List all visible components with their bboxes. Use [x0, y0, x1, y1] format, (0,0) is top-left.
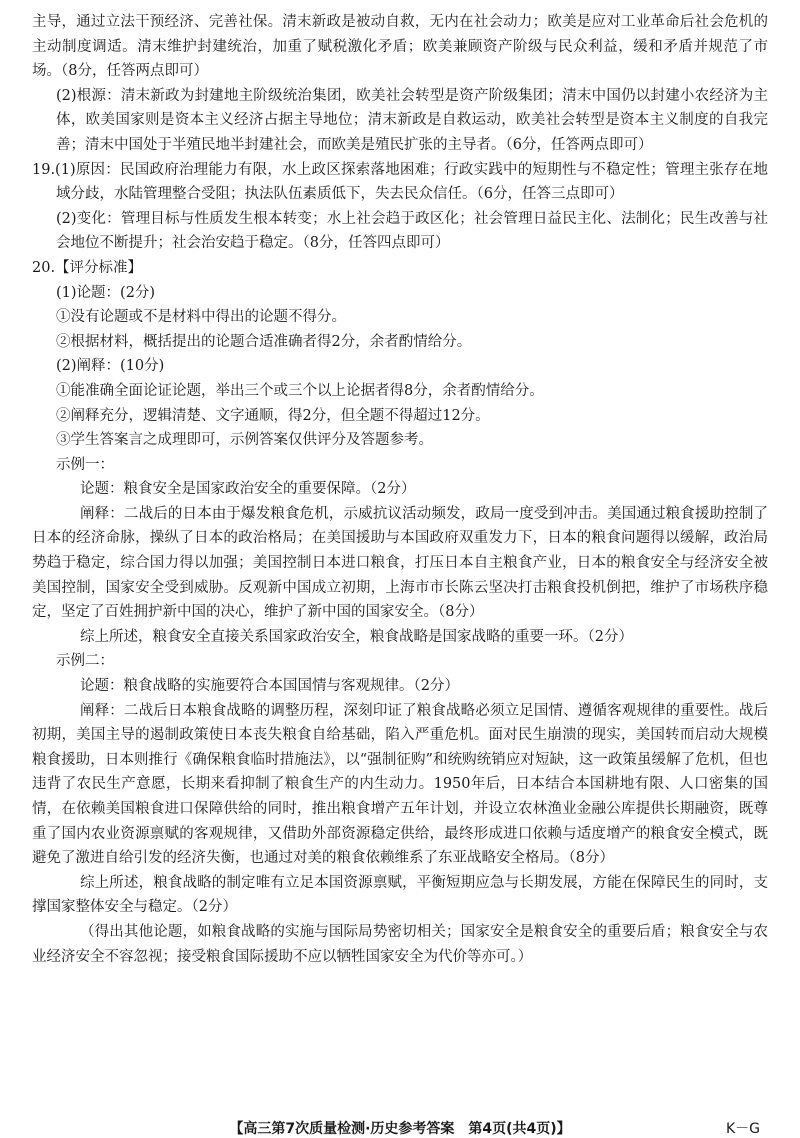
other-topics-note: （得出其他论题，如粮食战略的实施与国际局势密切相关；国家安全是粮食安全的重要后盾；粮食安全与农业经济安全不容忽视；接受粮食国际援助不应以牺牲国家安全为代价等亦可。） — [32, 923, 768, 965]
example-2-explanation: 阐释：二战后日本粮食战略的调整历程，深刻印证了粮食战略必须立足国情、遵循客观规律的重要性。战后初期，美国主导的遏制政策使日本丧失粮食自给基础，陷入严重危机。面对民生崩溃的现实，美国转而启动大规模粮食援助，日本则推行《确保粮食临时措施法》，以“强制征购”和统购统销应对短缺，这一政策虽缓解了危机，但也违背了农民生产意愿，长期来看抑制了粮食生产的内生动力。1950年后，日本结合本国耕地有限、人口密集的国情，在依赖美国粮食进口保障供给的同时，推出粮食增产五年计划，并设立农林渔业金融公库提供长期融资，既尊重了国内农业资源禀赋的客观规律，又借助外部资源稳定供给，最终形成进口依赖与适度增产的粮食安全模式，既避免了激进自给引发的经济失衡，也通过对美的粮食依赖维系了东亚战略安全格局。（8分） — [32, 702, 768, 867]
footer-code: K－G — [725, 1121, 760, 1137]
q18-continued: 主导，通过立法干预经济、完善社保。清末新政是被动自救，无内在社会动力；欧美是应对工业革命后社会危机的主动制度调适。清末维护封建统治，加重了赋税激化矛盾；欧美兼顾资产阶级与民众利益，缓和矛盾并规范了市场。（8分，任答两点即可） — [32, 14, 768, 80]
example-2-label: 示例二： — [56, 653, 114, 670]
example-2-topic: 论题：粮食战略的实施要符合本国国情与客观规律。（2分） — [80, 678, 459, 695]
q20-topic-rule-2: ②根据材料，概括提出的论题合适准确者得2分，余者酌情给分。 — [56, 333, 472, 350]
example-1-label: 示例一： — [56, 456, 114, 473]
q19-part1: 19.(1)原因：民国政府治理能力有限，水上政区探索落地困难；行政实践中的短期性与不稳定性；管理主张存在地域分歧，水陆管理整合受阻；执法队伍素质低下，失去民众信任。（6分，任答三点即可） — [32, 161, 768, 203]
example-1-summary: 综上所述，粮食安全直接关系国家政治安全，粮食战略是国家战略的重要一环。（2分） — [80, 628, 633, 645]
q19-part2: (2)变化：管理目标与性质发生根本转变；水上社会趋于政区化；社会管理日益民主化、法制化；民生改善与社会地位不断提升；社会治安趋于稳定。（8分，任答四点即可） — [56, 210, 768, 252]
q20-explain-rule-1: ①能准确全面论证论题，举出三个或三个以上论据者得8分，余者酌情给分。 — [56, 382, 544, 399]
q20-explain-criteria: (2)阐释：(10分) — [56, 358, 165, 375]
q20-topic-criteria: (1)论题：(2分) — [56, 284, 156, 301]
q20-topic-rule-1: ①没有论题或不是材料中得出的论题不得分。 — [56, 309, 346, 326]
footer-title: 【高三第7次质量检测·历史参考答案 第4页(共4页)】 — [229, 1121, 571, 1137]
q20-heading: 20.【评分标准】 — [32, 259, 143, 276]
q20-explain-rule-3: ③学生答案言之成理即可，示例答案仅供评分及答题参考。 — [56, 432, 433, 449]
q18-part2: (2)根源：清末新政为封建地主阶级统治集团，欧美社会转型是资产阶级集团；清末中国仍以封建小农经济为主体，欧美国家则是资本主义经济占据主导地位；清末新政是自救运动，欧美社会转型是资本主义制度的自我完善；清末中国处于半殖民地半封建社会，而欧美是殖民扩张的主导者。（6分，任答两点即可） — [56, 87, 768, 153]
example-1-explanation: 阐释：二战后的日本由于爆发粮食危机，示威抗议活动频发，政局一度受到冲击。美国通过粮食援助控制了日本的经济命脉，操纵了日本的政治格局；在美国援助与本国政府双重发力下，日本的粮食问题得以缓解，政治局势趋于稳定，综合国力得以加强；美国控制日本进口粮食，打压日本自主粮食产业，日本的粮食安全与经济安全被美国控制，国家安全受到威胁。反观新中国成立初期，上海市市长陈云坚决打击粮食投机倒把，维护了市场秩序稳定，坚定了百姓拥护新中国的决心，维护了新中国的国家安全。（8分） — [32, 505, 768, 621]
example-1-topic: 论题：粮食安全是国家政治安全的重要保障。（2分） — [80, 481, 416, 498]
example-2-summary: 综上所述，粮食战略的制定唯有立足本国资源禀赋，平衡短期应急与长期发展，方能在保障民生的同时，支撑国家整体安全与稳定。（2分） — [32, 874, 768, 916]
q20-explain-rule-2: ②阐释充分，逻辑清楚、文字通顺，得2分，但全题不得超过12分。 — [56, 407, 490, 424]
